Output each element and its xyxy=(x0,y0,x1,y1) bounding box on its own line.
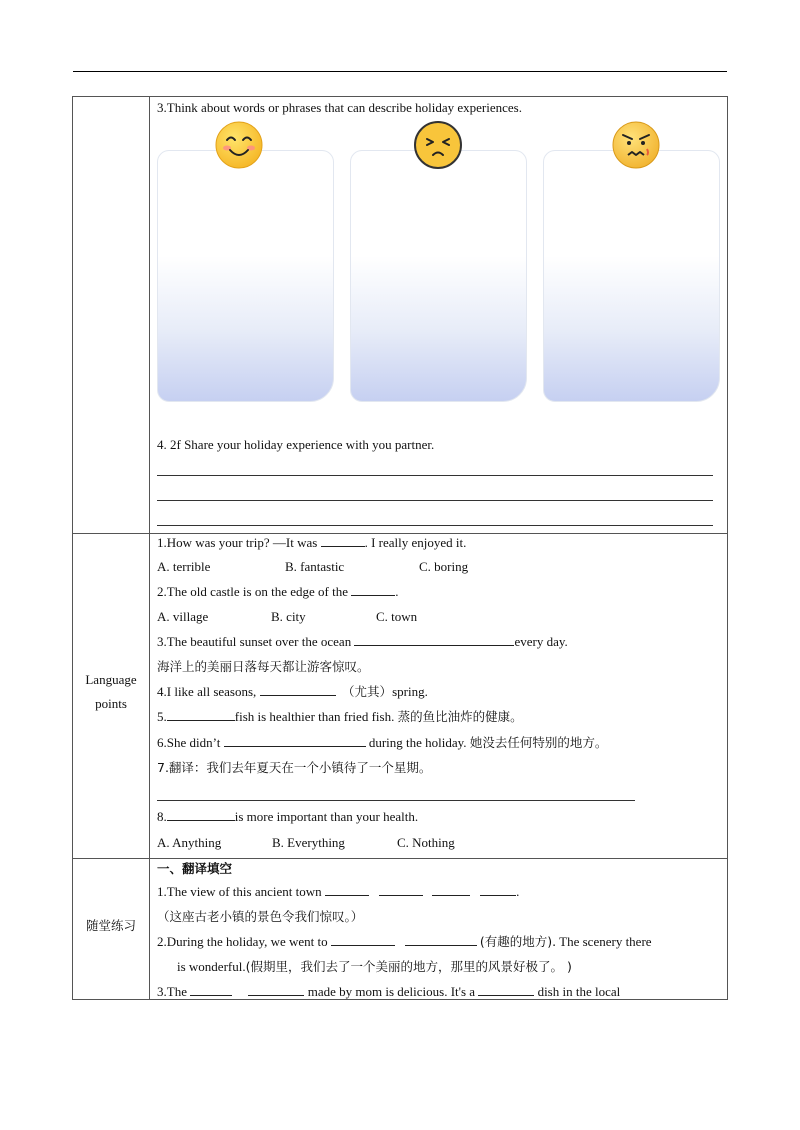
blank[interactable] xyxy=(351,584,395,596)
blank[interactable] xyxy=(167,809,235,821)
column-divider xyxy=(149,97,150,999)
blank[interactable] xyxy=(331,934,395,946)
positive-words-card[interactable] xyxy=(157,150,334,402)
question-5: 5. fish is healthier than fried fish. 蒸的鱼比油炸的健康。 xyxy=(157,709,523,724)
question-1-options: A. terrible B. fantastic C. boring xyxy=(157,559,469,574)
task-3-instruction: 3.Think about words or phrases that can describe holiday experiences. xyxy=(157,100,522,115)
angry-face-icon xyxy=(612,121,660,169)
practice-question-1-chinese: （这座古老小镇的景色令我们惊叹。） xyxy=(157,909,364,924)
practice-question-1: 1.The view of this ancient town . xyxy=(157,884,520,899)
blank[interactable] xyxy=(325,884,369,896)
blank[interactable] xyxy=(224,735,366,747)
practice-label: 随堂练习 xyxy=(85,918,136,933)
blank[interactable] xyxy=(248,984,304,996)
question-4: 4.I like all seasons, （尤其）spring. xyxy=(157,684,428,699)
blank[interactable] xyxy=(432,884,470,896)
question-8-options: A. Anything B. Everything C. Nothing xyxy=(157,835,455,850)
question-1: 1.How was your trip? —It was . I really enjoyed it. xyxy=(157,535,467,550)
question-7: 7.翻译：我们去年夏天在一个小镇待了一个星期。 xyxy=(157,760,432,775)
practice-question-2-continued: is wonderful.(假期里，我们去了一个美丽的地方，那里的风景好极了。 ) xyxy=(177,959,572,974)
translation-answer-line[interactable] xyxy=(157,800,635,801)
practice-question-2: 2.During the holiday, we went to (有趣的地方). The scenery there xyxy=(157,934,652,949)
answer-line-3[interactable] xyxy=(157,525,713,526)
blank[interactable] xyxy=(379,884,423,896)
row-divider-1 xyxy=(73,533,727,534)
blank[interactable] xyxy=(321,535,365,547)
page-header-rule xyxy=(73,71,727,72)
question-6: 6.She didn’t during the holiday. 她没去任何特别的地方。 xyxy=(157,735,608,750)
blank[interactable] xyxy=(354,634,514,646)
practice-heading: 一、翻译填空 xyxy=(157,861,233,876)
blank[interactable] xyxy=(480,884,516,896)
answer-line-1[interactable] xyxy=(157,475,713,476)
scrunched-face-icon xyxy=(414,121,462,169)
question-2: 2.The old castle is on the edge of the . xyxy=(157,584,399,599)
lesson-table xyxy=(72,96,728,1000)
neutral-words-card[interactable] xyxy=(350,150,527,402)
blank[interactable] xyxy=(260,684,336,696)
blank[interactable] xyxy=(405,934,477,946)
question-3: 3.The beautiful sunset over the ocean every day. xyxy=(157,634,568,649)
language-points-label: Language points xyxy=(85,672,137,711)
practice-question-3: 3.The made by mom is delicious. It's a dish in the local xyxy=(157,984,621,999)
negative-words-card[interactable] xyxy=(543,150,720,402)
blank[interactable] xyxy=(190,984,232,996)
blank[interactable] xyxy=(478,984,534,996)
question-8: 8. is more important than your health. xyxy=(157,809,419,824)
answer-line-2[interactable] xyxy=(157,500,713,501)
row-divider-2 xyxy=(73,858,727,859)
question-3-chinese: 海洋上的美丽日落每天都让游客惊叹。 xyxy=(157,659,370,674)
question-2-options: A. village B. city C. town xyxy=(157,609,418,624)
smiling-face-icon xyxy=(215,121,263,169)
blank[interactable] xyxy=(167,709,235,721)
task-4-instruction: 4. 2f Share your holiday experience with you partner. xyxy=(157,437,435,452)
